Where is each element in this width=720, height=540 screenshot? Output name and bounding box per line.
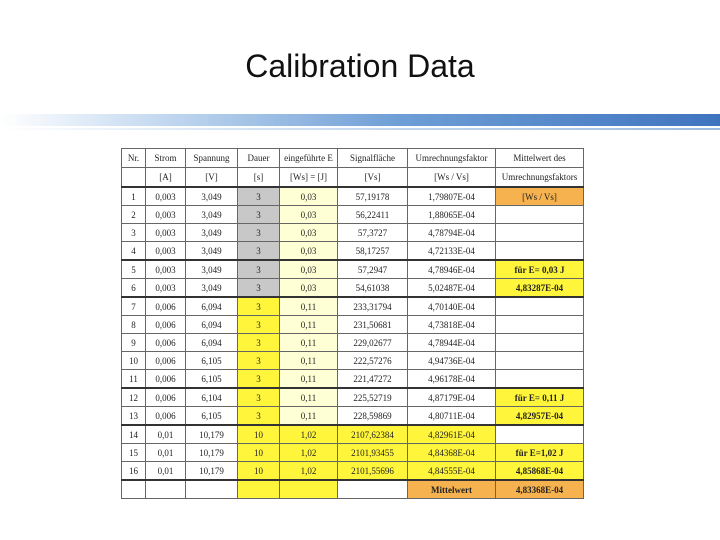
table-cell: 0,003 <box>146 279 186 298</box>
title-bar-line <box>0 128 720 130</box>
table-header-cell: Nr. <box>122 149 146 168</box>
table-cell: 16 <box>122 462 146 481</box>
table-cell: 6,094 <box>186 334 238 352</box>
table-cell: 3 <box>238 316 280 334</box>
table-cell: 225,52719 <box>338 388 408 407</box>
table-cell: 3,049 <box>186 187 238 206</box>
table-row <box>122 224 584 242</box>
table-cell: 5 <box>122 260 146 279</box>
table-cell: 3 <box>238 206 280 224</box>
table-cell: 54,61038 <box>338 279 408 298</box>
summary-row <box>122 480 584 499</box>
table-cell: 11 <box>122 370 146 389</box>
table-header-cell: [Vs] <box>338 168 408 188</box>
mean-cell <box>496 316 584 334</box>
mean-cell <box>496 425 584 444</box>
table-cell: 0,006 <box>146 297 186 316</box>
table-cell: 3 <box>238 224 280 242</box>
table-cell: 14 <box>122 425 146 444</box>
table-header-cell: Umrechnungsfaktors <box>496 168 584 188</box>
mean-cell: 4,82957E-04 <box>496 407 584 426</box>
table-cell: 233,31794 <box>338 297 408 316</box>
table-cell: 229,02677 <box>338 334 408 352</box>
table-cell: 4,73818E-04 <box>408 316 496 334</box>
table-cell: 4,78944E-04 <box>408 334 496 352</box>
table-cell: 0,003 <box>146 206 186 224</box>
table-cell: 0,006 <box>146 370 186 389</box>
table-header-cell: Umrechnungsfaktor <box>408 149 496 168</box>
table-cell: 6 <box>122 279 146 298</box>
table-cell: 4,70140E-04 <box>408 297 496 316</box>
table-cell: 1,02 <box>280 462 338 481</box>
table-cell: 4,72133E-04 <box>408 242 496 261</box>
table-cell: 0,003 <box>146 260 186 279</box>
table-cell: 56,22411 <box>338 206 408 224</box>
table-cell: 58,17257 <box>338 242 408 261</box>
mean-cell <box>496 334 584 352</box>
table-row <box>122 279 584 298</box>
table-cell: 0,003 <box>146 224 186 242</box>
mean-cell: [Ws / Vs] <box>496 187 584 206</box>
table-cell: 57,3727 <box>338 224 408 242</box>
table-cell: 15 <box>122 444 146 462</box>
table-cell: 1 <box>122 187 146 206</box>
table-header-cell: Spannung <box>186 149 238 168</box>
table-header-row <box>122 168 584 188</box>
table-header-cell: [V] <box>186 168 238 188</box>
table-row <box>122 206 584 224</box>
slide-title: Calibration Data <box>245 48 475 84</box>
table-cell: 6,094 <box>186 297 238 316</box>
table-cell: 3 <box>238 407 280 426</box>
table-cell: 2101,55696 <box>338 462 408 481</box>
table-cell: 6,105 <box>186 352 238 370</box>
table-cell: 6,105 <box>186 370 238 389</box>
table-cell: 57,2947 <box>338 260 408 279</box>
table-cell: 6,094 <box>186 316 238 334</box>
table-header-cell: Signalfläche <box>338 149 408 168</box>
summary-empty-cell <box>338 480 408 499</box>
table-cell: 3,049 <box>186 279 238 298</box>
table-row <box>122 297 584 316</box>
mean-cell <box>496 370 584 389</box>
table-cell: 0,03 <box>280 279 338 298</box>
table-cell: 0,03 <box>280 206 338 224</box>
table-cell: 10 <box>238 462 280 481</box>
table-cell: 1,79807E-04 <box>408 187 496 206</box>
mean-cell: 4,85868E-04 <box>496 462 584 481</box>
table-cell: 4,96178E-04 <box>408 370 496 389</box>
table-cell: 10,179 <box>186 425 238 444</box>
title-bar <box>0 114 720 126</box>
summary-empty-cell <box>146 480 186 499</box>
table-cell: 0,006 <box>146 352 186 370</box>
table-cell: 3,049 <box>186 260 238 279</box>
table-cell: 3 <box>238 352 280 370</box>
table-cell: 4,78946E-04 <box>408 260 496 279</box>
table-header-cell: [Ws / Vs] <box>408 168 496 188</box>
mean-cell: für E= 0,11 J <box>496 388 584 407</box>
table-cell: 0,03 <box>280 187 338 206</box>
table-cell: 0,11 <box>280 316 338 334</box>
table-cell: 0,01 <box>146 462 186 481</box>
table-cell: 6,105 <box>186 407 238 426</box>
table-header-cell: Strom <box>146 149 186 168</box>
table-cell: 3 <box>238 242 280 261</box>
table-cell: 0,03 <box>280 242 338 261</box>
table-row <box>122 334 584 352</box>
table-cell: 3 <box>122 224 146 242</box>
mean-cell <box>496 224 584 242</box>
table-cell: 57,19178 <box>338 187 408 206</box>
table-cell: 4,87179E-04 <box>408 388 496 407</box>
table-cell: 2107,62384 <box>338 425 408 444</box>
table-cell: 3 <box>238 297 280 316</box>
table-cell: 222,57276 <box>338 352 408 370</box>
mean-cell <box>496 352 584 370</box>
summary-empty-cell <box>238 480 280 499</box>
mean-cell <box>496 206 584 224</box>
table-cell: 0,11 <box>280 297 338 316</box>
table-row <box>122 407 584 426</box>
table-header-cell: [s] <box>238 168 280 188</box>
table-header-row <box>122 149 584 168</box>
table-cell: 0,03 <box>280 224 338 242</box>
table-cell: 0,006 <box>146 388 186 407</box>
table-cell: 8 <box>122 316 146 334</box>
table-cell: 3 <box>238 370 280 389</box>
table-header-cell: eingeführte E <box>280 149 338 168</box>
table-cell: 0,003 <box>146 187 186 206</box>
table-header-cell: [Ws] = [J] <box>280 168 338 188</box>
mean-cell <box>496 242 584 261</box>
table-cell: 228,59869 <box>338 407 408 426</box>
table-cell: 221,47272 <box>338 370 408 389</box>
table-header-cell: Mittelwert des <box>496 149 584 168</box>
table-body <box>122 149 584 499</box>
table-cell: 0,003 <box>146 242 186 261</box>
table-header-cell: [A] <box>146 168 186 188</box>
table-cell: 0,11 <box>280 370 338 389</box>
table-cell: 0,11 <box>280 407 338 426</box>
table-cell: 3 <box>238 279 280 298</box>
table-cell: 1,88065E-04 <box>408 206 496 224</box>
table-cell: 3 <box>238 388 280 407</box>
table-cell: 2101,93455 <box>338 444 408 462</box>
table-row <box>122 260 584 279</box>
mean-cell: für E=1,02 J <box>496 444 584 462</box>
table-cell: 4,80711E-04 <box>408 407 496 426</box>
table-row <box>122 242 584 261</box>
summary-empty-cell <box>280 480 338 499</box>
table-row <box>122 444 584 462</box>
table-cell: 3 <box>238 260 280 279</box>
table-cell: 9 <box>122 334 146 352</box>
table-cell: 12 <box>122 388 146 407</box>
table-cell: 231,50681 <box>338 316 408 334</box>
mean-cell <box>496 297 584 316</box>
table-cell: 1,02 <box>280 425 338 444</box>
table-cell: 10 <box>122 352 146 370</box>
table-cell: 7 <box>122 297 146 316</box>
table-cell: 3,049 <box>186 206 238 224</box>
table-cell: 1,02 <box>280 444 338 462</box>
table-cell: 4,82961E-04 <box>408 425 496 444</box>
table-cell: 0,11 <box>280 352 338 370</box>
table-header-cell: Dauer <box>238 149 280 168</box>
table-row <box>122 425 584 444</box>
table-cell: 0,01 <box>146 444 186 462</box>
table-cell: 5,02487E-04 <box>408 279 496 298</box>
table-cell: 4,78794E-04 <box>408 224 496 242</box>
calibration-table <box>121 148 584 499</box>
table-cell: 3 <box>238 334 280 352</box>
table-cell: 10 <box>238 444 280 462</box>
table-cell: 13 <box>122 407 146 426</box>
table-row <box>122 388 584 407</box>
table-cell: 4,94736E-04 <box>408 352 496 370</box>
table-cell: 3 <box>238 187 280 206</box>
table-cell: 0,03 <box>280 260 338 279</box>
mean-cell: 4,83287E-04 <box>496 279 584 298</box>
overall-mean-label: Mittelwert <box>408 480 496 499</box>
table-cell: 6,104 <box>186 388 238 407</box>
table-cell: 0,006 <box>146 407 186 426</box>
table-row <box>122 352 584 370</box>
table-cell: 0,01 <box>146 425 186 444</box>
mean-cell: für E= 0,03 J <box>496 260 584 279</box>
table-cell: 3,049 <box>186 224 238 242</box>
table-cell: 0,006 <box>146 316 186 334</box>
table-row <box>122 462 584 481</box>
table-cell: 0,006 <box>146 334 186 352</box>
table-row <box>122 187 584 206</box>
summary-empty-cell <box>186 480 238 499</box>
table-row <box>122 370 584 389</box>
table-header-cell <box>122 168 146 188</box>
table-cell: 10 <box>238 425 280 444</box>
table-row <box>122 316 584 334</box>
table-cell: 10,179 <box>186 444 238 462</box>
table-cell: 4,84555E-04 <box>408 462 496 481</box>
table-cell: 3,049 <box>186 242 238 261</box>
table-cell: 0,11 <box>280 334 338 352</box>
table-cell: 2 <box>122 206 146 224</box>
table-cell: 4,84368E-04 <box>408 444 496 462</box>
table-cell: 0,11 <box>280 388 338 407</box>
overall-mean-value: 4,83368E-04 <box>496 480 584 499</box>
table-cell: 10,179 <box>186 462 238 481</box>
summary-empty-cell <box>122 480 146 499</box>
table-cell: 4 <box>122 242 146 261</box>
